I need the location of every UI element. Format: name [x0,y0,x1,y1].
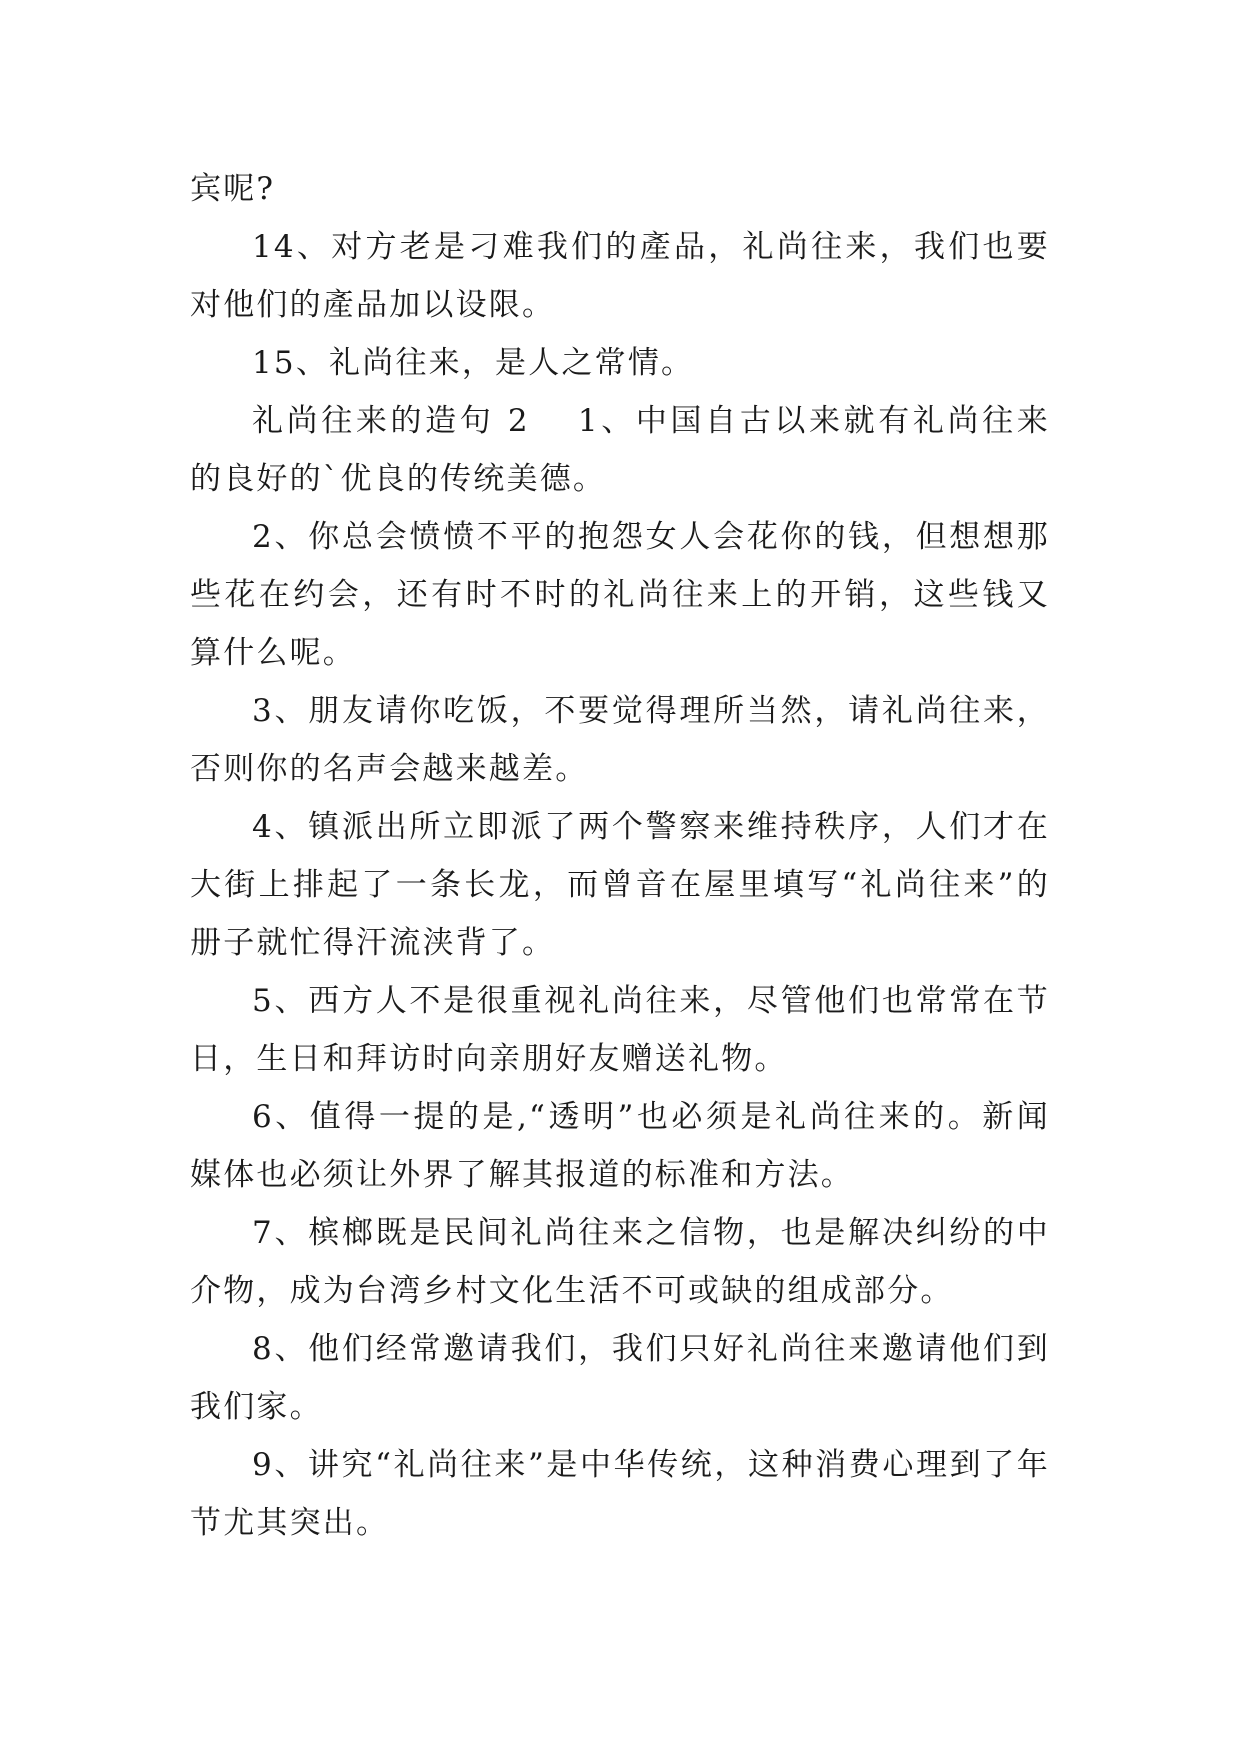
paragraph-item-7: 7、槟榔既是民间礼尚往来之信物，也是解决纠纷的中介物，成为台湾乡村文化生活不可或缺的组成部分。 [190,1215,1050,1309]
paragraph-item-2: 2、你总会愤愤不平的抱怨女人会花你的钱，但想想那些花在约会，还有时不时的礼尚往来上的开销，这些钱又算什么呢。 [190,519,1050,671]
paragraph-section-2 [190,392,1050,508]
paragraph-item-8: 8、他们经常邀请我们，我们只好礼尚往来邀请他们到我们家。 [190,1331,1050,1425]
paragraph-item-9: 9、讲究“礼尚往来”是中华传统，这种消费心理到了年节尤其突出。 [190,1447,1050,1541]
paragraph-item-6: 6、值得一提的是,“透明”也必须是礼尚往来的。新闻媒体也必须让外界了解其报道的标准和方法。 [190,1099,1050,1193]
paragraph-item-14: 14、对方老是刁难我们的產品，礼尚往来，我们也要对他们的產品加以设限。 [190,229,1050,323]
paragraph-item-3: 3、朋友请你吃饭，不要觉得理所当然，请礼尚往来，否则你的名声会越来越差。 [190,693,1050,787]
section-heading: 礼尚往来的造句 2 [252,403,530,439]
paragraph-item-1: 1、中国自古以来就有礼尚往来的良好的`优良的传统美德。 [190,403,1050,497]
paragraph-item-15: 15、礼尚往来，是人之常情。 [252,345,695,381]
paragraph-item-5: 5、西方人不是很重视礼尚往来，尽管他们也常常在节日，生日和拜访时向亲朋好友赠送礼物。 [190,983,1050,1077]
document-body [190,160,1050,1552]
paragraph-item-4: 4、镇派出所立即派了两个警察来维持秩序，人们才在大街上排起了一条长龙，而曾音在屋里填写“礼尚往来”的册子就忙得汗流浃背了。 [190,809,1050,961]
paragraph-continuation: 宾呢? [190,171,276,207]
